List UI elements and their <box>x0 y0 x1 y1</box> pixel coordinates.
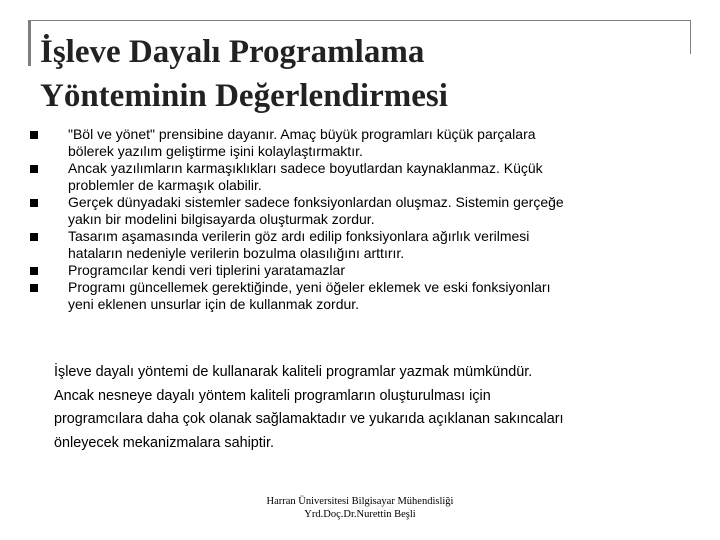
summary-paragraph-line-3: programcılara daha çok olanak sağlamaktadır ve yukarıda açıklanan sakıncaları <box>54 411 564 427</box>
bullet-text-line: yeni eklenen unsurlar için de kullanmak zordur. <box>68 296 360 312</box>
footer-author: Yrd.Doç.Dr.Nurettin Beşli <box>304 509 416 520</box>
slide-title-line-1: İşleve Dayalı Programlama <box>40 34 425 70</box>
slide-frame-left <box>28 20 31 66</box>
bullet-text-line: Gerçek dünyadaki sistemler sadece fonksiyonlardan oluşmaz. Sistemin gerçeğe <box>68 194 564 210</box>
square-bullet-icon <box>30 284 38 292</box>
summary-paragraph-line-2: Ancak nesneye dayalı yöntem kaliteli programların oluşturulması için <box>54 387 491 404</box>
bullet-text-line: "Böl ve yönet" prensibine dayanır. Amaç büyük programları küçük parçalara <box>68 126 536 142</box>
square-bullet-icon <box>30 267 38 275</box>
summary-paragraph-line-1: İşleve dayalı yöntemi de kullanarak kaliteli programlar yazmak mümkündür. <box>54 364 533 380</box>
summary-paragraph-line-4: önleyecek mekanizmalara sahiptir. <box>54 434 274 451</box>
slide-frame-top <box>28 20 690 21</box>
slide-title <box>40 30 700 118</box>
bullet-item <box>30 262 690 279</box>
bullet-list <box>30 126 690 313</box>
summary-paragraph <box>54 361 694 455</box>
footer-institution: Harran Üniversitesi Bilgisayar Mühendisliği <box>266 496 454 507</box>
bullet-text-line: Ancak yazılımların karmaşıklıkları sadece boyutlardan kaynaklanmaz. Küçük <box>68 160 543 176</box>
square-bullet-icon <box>30 165 38 173</box>
bullet-text-line: Programı güncellemek gerektiğinde, yeni öğeler eklemek ve eski fonksiyonları <box>68 279 551 295</box>
slide-title-line-2: Yönteminin Değerlendirmesi <box>40 78 448 114</box>
square-bullet-icon <box>30 199 38 207</box>
square-bullet-icon <box>30 233 38 241</box>
bullet-text-line: Tasarım aşamasında verilerin göz ardı edilip fonksiyonlara ağırlık verilmesi <box>68 228 530 244</box>
square-bullet-icon <box>30 131 38 139</box>
bullet-text-line: problemler de karmaşık olabilir. <box>68 177 262 193</box>
bullet-text-line: Programcılar kendi veri tiplerini yaratamazlar <box>68 262 345 278</box>
bullet-text-line: yakın bir modelini bilgisayarda oluşturmak zordur. <box>68 211 375 227</box>
bullet-item <box>30 126 690 160</box>
slide-footer <box>0 495 720 521</box>
bullet-item <box>30 160 690 194</box>
bullet-item <box>30 228 690 262</box>
bullet-item <box>30 194 690 228</box>
bullet-text-line: bölerek yazılım geliştirme işini kolaylaştırmaktır. <box>68 143 363 159</box>
bullet-item <box>30 279 690 313</box>
bullet-text-line: hataların nedeniyle verilerin bozulma olasılığını arttırır. <box>68 245 405 261</box>
